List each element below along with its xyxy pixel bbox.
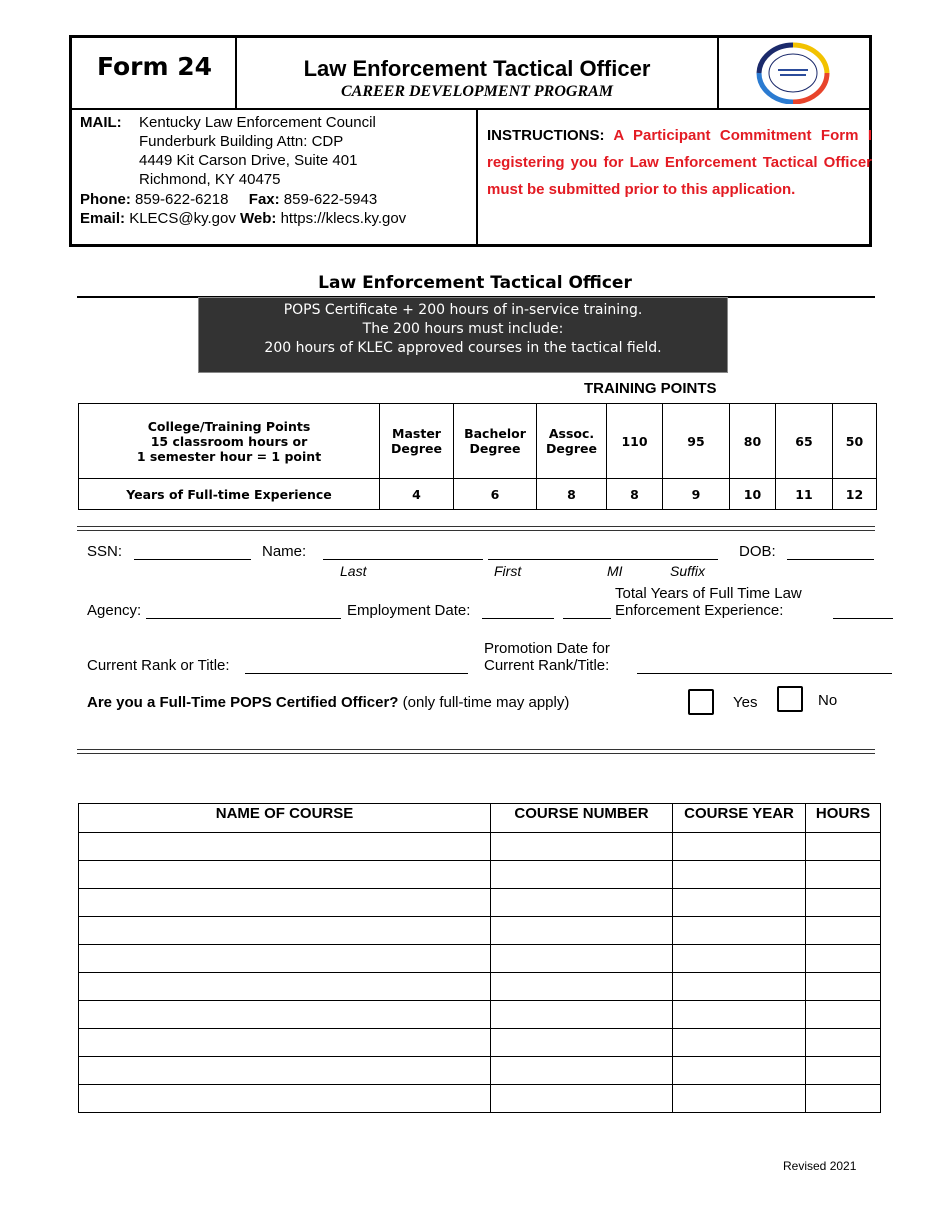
- course-year-cell[interactable]: [673, 1057, 806, 1085]
- course-year-cell[interactable]: [673, 861, 806, 889]
- table-cell: 11: [776, 479, 833, 510]
- table-cell: Years of Full-time Experience: [79, 479, 380, 510]
- course-year-cell[interactable]: [673, 1001, 806, 1029]
- table-row: [79, 889, 881, 917]
- course-number-cell[interactable]: [491, 1085, 673, 1113]
- course-number-cell[interactable]: [491, 1029, 673, 1057]
- promotion-label-line1: Promotion Date for: [484, 640, 610, 657]
- course-year-cell[interactable]: [673, 1085, 806, 1113]
- promotion-label-line2: Current Rank/Title:: [484, 657, 610, 674]
- table-cell: 9: [663, 479, 730, 510]
- course-year-cell[interactable]: [673, 833, 806, 861]
- first-name-field[interactable]: [488, 559, 718, 560]
- revised-date: Revised 2021: [783, 1159, 857, 1173]
- email-line: [80, 209, 406, 228]
- table-cell: 80: [730, 404, 776, 479]
- course-hours-cell[interactable]: [806, 1029, 881, 1057]
- column-header: NAME OF COURSE: [79, 804, 491, 833]
- course-name-cell[interactable]: [79, 1001, 491, 1029]
- table-cell: [380, 404, 454, 479]
- current-rank-label: Current Rank or Title:: [87, 657, 230, 674]
- instructions-label: INSTRUCTIONS:: [487, 127, 605, 144]
- agency-label: Agency:: [87, 602, 142, 619]
- address-line: Richmond, KY 40475: [139, 171, 281, 188]
- course-number-cell[interactable]: [491, 861, 673, 889]
- course-name-cell[interactable]: [79, 861, 491, 889]
- table-header-row: [79, 804, 881, 833]
- column-header: COURSE NUMBER: [491, 804, 673, 833]
- course-hours-cell[interactable]: [806, 889, 881, 917]
- form-header: [69, 35, 872, 247]
- phone-label: Phone:: [80, 191, 131, 208]
- table-cell: 95: [663, 404, 730, 479]
- requirements-box: [198, 297, 728, 373]
- course-hours-cell[interactable]: [806, 945, 881, 973]
- table-cell: [79, 404, 380, 479]
- first-label: First: [494, 563, 522, 579]
- table-cell: 8: [537, 479, 607, 510]
- cell-line: Bachelor: [464, 426, 526, 441]
- table-cell: 8: [607, 479, 663, 510]
- table-cell: 65: [776, 404, 833, 479]
- title-cell: [237, 38, 719, 108]
- employment-date-field[interactable]: [482, 618, 554, 619]
- course-name-cell[interactable]: [79, 1057, 491, 1085]
- address-line: Funderburk Building Attn: CDP: [139, 133, 344, 150]
- requirements-title: Law Enforcement Tactical Officer: [318, 273, 632, 293]
- pops-note: (only full-time may apply): [402, 694, 570, 711]
- table-row: [79, 1001, 881, 1029]
- table-cell: [537, 404, 607, 479]
- cell-line: 15 classroom hours or: [150, 433, 308, 449]
- cell-line: Degree: [469, 441, 521, 456]
- cell-line: Degree: [391, 441, 442, 456]
- instructions-text: A Participant Commitment Form I registering you for Law Enforcement Tactical Officer must be submitted prior to this application.: [487, 127, 872, 198]
- klec-seal-icon: [756, 42, 830, 104]
- training-points-table: [78, 403, 877, 510]
- column-header: HOURS: [806, 804, 881, 833]
- mail-address: [139, 113, 376, 189]
- phone-line: [80, 190, 377, 209]
- table-cell: 50: [833, 404, 877, 479]
- agency-field[interactable]: [146, 618, 341, 619]
- column-divider: [476, 108, 478, 244]
- course-hours-cell[interactable]: [806, 861, 881, 889]
- email-label: Email:: [80, 210, 126, 227]
- address-line: Kentucky Law Enforcement Council: [139, 114, 376, 131]
- table-cell: 110: [607, 404, 663, 479]
- course-number-cell[interactable]: [491, 1057, 673, 1085]
- course-name-cell[interactable]: [79, 833, 491, 861]
- last-name-field[interactable]: [323, 559, 483, 560]
- course-hours-cell[interactable]: [806, 833, 881, 861]
- table-row: [79, 945, 881, 973]
- mi-label: MI: [607, 563, 623, 579]
- total-years-field[interactable]: [833, 618, 893, 619]
- course-hours-cell[interactable]: [806, 973, 881, 1001]
- table-cell: 10: [730, 479, 776, 510]
- phone-number: 859-622-6218: [135, 191, 229, 208]
- column-header: COURSE YEAR: [673, 804, 806, 833]
- table-row: [79, 1085, 881, 1113]
- table-row: [79, 917, 881, 945]
- address-line: 4449 Kit Carson Drive, Suite 401: [139, 152, 358, 169]
- course-number-cell[interactable]: [491, 917, 673, 945]
- course-number-cell[interactable]: [491, 889, 673, 917]
- course-number-cell[interactable]: [491, 973, 673, 1001]
- instructions: [487, 122, 872, 203]
- fax-number: 859-622-5943: [283, 191, 378, 208]
- total-years-label-line2: Enforcement Experience:: [615, 602, 784, 619]
- requirement-line: POPS Certificate + 200 hours of in-service training.: [283, 302, 643, 318]
- section-divider: [77, 526, 875, 531]
- course-table: [78, 803, 881, 1113]
- name-label: Name:: [262, 543, 307, 560]
- table-cell: [454, 404, 537, 479]
- table-cell: 4: [380, 479, 454, 510]
- ssn-field[interactable]: [134, 559, 251, 560]
- course-number-cell[interactable]: [491, 1001, 673, 1029]
- course-name-cell[interactable]: [79, 1029, 491, 1057]
- page-subtitle: CAREER DEVELOPMENT PROGRAM: [340, 83, 614, 100]
- mail-label: MAIL:: [80, 114, 122, 131]
- course-year-cell[interactable]: [673, 1029, 806, 1057]
- no-label: No: [818, 692, 838, 709]
- pops-question: [87, 694, 569, 711]
- cell-line: Degree: [546, 441, 597, 456]
- table-row: [79, 1029, 881, 1057]
- course-name-cell[interactable]: [79, 889, 491, 917]
- suffix-label: Suffix: [670, 563, 706, 579]
- table-row: [79, 479, 877, 510]
- section-divider: [77, 749, 875, 754]
- table-row: [79, 1057, 881, 1085]
- course-hours-cell[interactable]: [806, 1085, 881, 1113]
- current-rank-field[interactable]: [245, 673, 468, 674]
- course-hours-cell[interactable]: [806, 1057, 881, 1085]
- course-hours-cell[interactable]: [806, 917, 881, 945]
- course-year-cell[interactable]: [673, 945, 806, 973]
- requirement-line: The 200 hours must include:: [362, 321, 564, 337]
- dob-field[interactable]: [787, 559, 874, 560]
- form-number: Form 24: [96, 52, 213, 81]
- table-row: [79, 861, 881, 889]
- course-year-cell[interactable]: [673, 917, 806, 945]
- yes-checkbox[interactable]: [688, 689, 714, 715]
- training-points-label: TRAINING POINTS: [584, 380, 717, 397]
- employment-date-label: Employment Date:: [347, 602, 471, 619]
- form-number-cell: [72, 38, 237, 108]
- page-title: Law Enforcement Tactical Officer: [303, 56, 651, 81]
- course-hours-cell[interactable]: [806, 1001, 881, 1029]
- course-number-cell[interactable]: [491, 945, 673, 973]
- logo-cell: [719, 38, 869, 108]
- table-row: [79, 973, 881, 1001]
- web-address[interactable]: https://klecs.ky.gov: [280, 210, 407, 227]
- email-address[interactable]: KLECS@ky.gov: [129, 210, 236, 227]
- total-years-label-line1: Total Years of Full Time Law: [615, 585, 802, 602]
- fax-label: Fax:: [248, 191, 280, 208]
- course-name-cell[interactable]: [79, 917, 491, 945]
- dob-label: DOB:: [739, 543, 776, 560]
- table-row: [79, 833, 881, 861]
- header-divider: [72, 108, 869, 110]
- requirement-line: 200 hours of KLEC approved courses in the tactical field.: [264, 340, 662, 356]
- table-row: [79, 404, 877, 479]
- pops-question-text: Are you a Full-Time POPS Certified Officer?: [87, 694, 399, 711]
- cell-line: College/Training Points: [147, 418, 311, 434]
- course-number-cell[interactable]: [491, 833, 673, 861]
- course-table-body: [79, 833, 881, 1113]
- cell-line: 1 semester hour = 1 point: [136, 448, 322, 464]
- course-name-cell[interactable]: [79, 973, 491, 1001]
- yes-label: Yes: [733, 694, 758, 711]
- cell-line: Assoc.: [548, 426, 595, 441]
- course-year-cell[interactable]: [673, 889, 806, 917]
- promotion-date-field[interactable]: [637, 673, 892, 674]
- ssn-label: SSN:: [87, 543, 123, 560]
- table-cell: 12: [833, 479, 877, 510]
- web-label: Web:: [240, 210, 277, 227]
- course-year-cell[interactable]: [673, 973, 806, 1001]
- employment-date-field-2[interactable]: [563, 618, 611, 619]
- no-checkbox[interactable]: [777, 686, 803, 712]
- course-name-cell[interactable]: [79, 945, 491, 973]
- last-label: Last: [340, 563, 367, 579]
- course-name-cell[interactable]: [79, 1085, 491, 1113]
- cell-line: Master: [392, 426, 441, 441]
- table-cell: 6: [454, 479, 537, 510]
